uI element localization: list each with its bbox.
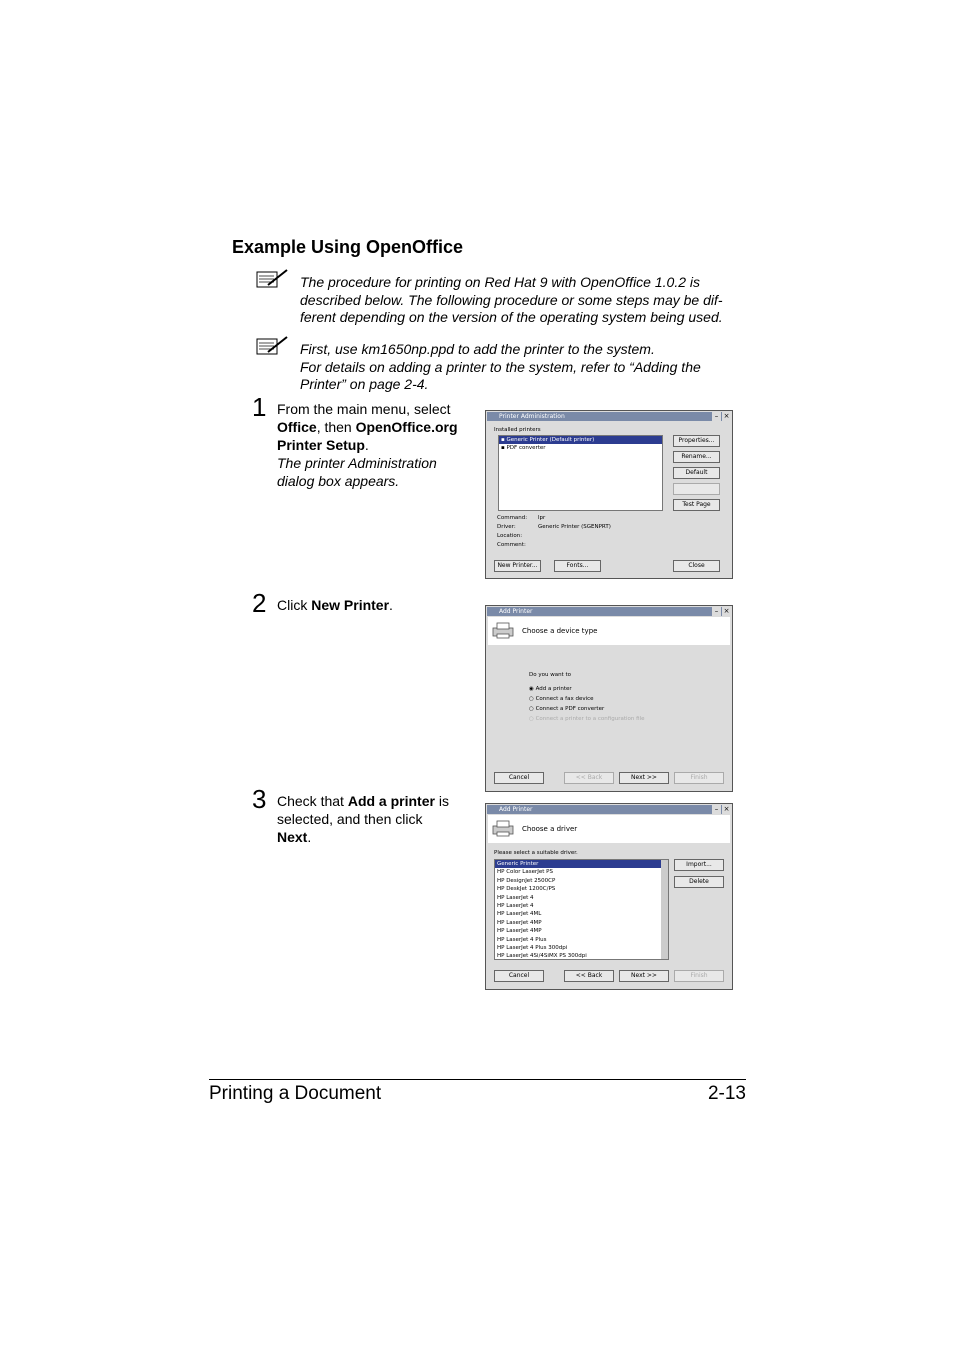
step-number: 1: [252, 392, 267, 422]
import-button[interactable]: Import...: [674, 859, 724, 871]
note-pencil-icon: [256, 335, 290, 357]
info-label: Comment:: [497, 542, 526, 548]
printers-list[interactable]: [498, 435, 663, 511]
step-bold: Add a printer: [347, 793, 435, 809]
wizard-header-title: Choose a device type: [522, 627, 598, 635]
radio-option[interactable]: ○ Connect a PDF converter: [529, 706, 605, 712]
footer-chapter: Printing a Document: [209, 1083, 382, 1104]
minimize-icon[interactable]: –: [712, 607, 721, 616]
list-item[interactable]: HP LaserJet 4Si/4SiMX PS 300dpi: [497, 953, 587, 960]
back-button[interactable]: << Back: [564, 772, 614, 784]
footer-rule: [209, 1079, 746, 1080]
step-bold: Printer Setup: [277, 437, 365, 453]
next-button[interactable]: Next >>: [619, 970, 669, 982]
add-printer-driver-dialog: [485, 803, 733, 990]
radio-option[interactable]: ○ Connect a fax device: [529, 696, 594, 702]
option-label: Connect a printer to a configuration file: [535, 716, 645, 722]
step-bold: OpenOffice.org: [355, 419, 458, 435]
cancel-button[interactable]: Cancel: [494, 772, 544, 784]
cancel-button[interactable]: Cancel: [494, 970, 544, 982]
test-page-button[interactable]: Test Page: [673, 499, 720, 511]
back-button[interactable]: << Back: [564, 970, 614, 982]
step-2-text: [277, 596, 477, 614]
close-icon[interactable]: ×: [723, 607, 730, 615]
list-item[interactable]: HP LaserJet 4 Plus 300dpi: [497, 944, 568, 951]
new-printer-button[interactable]: New Printer...: [494, 560, 541, 572]
info-value: Generic Printer (SGENPRT): [538, 524, 611, 530]
title-bar: [487, 412, 731, 421]
step-line: From the main menu, select: [277, 401, 451, 417]
step-1-text: [277, 400, 477, 490]
scrollbar[interactable]: [661, 860, 668, 959]
info-label: Location:: [497, 533, 523, 539]
close-button[interactable]: Close: [673, 560, 720, 572]
note-2: [300, 341, 750, 394]
radio-option-disabled: ○ Connect a printer to a configuration file: [529, 716, 645, 722]
title-bar: [487, 607, 731, 616]
step-bold: Office: [277, 419, 317, 435]
option-label: Connect a PDF converter: [535, 706, 605, 712]
radio-option[interactable]: ◉ Add a printer: [529, 686, 572, 692]
properties-button[interactable]: Properties...: [673, 435, 720, 447]
printer-administration-dialog: [485, 410, 733, 579]
note-line: ferent depending on the version of the operating system being used.: [300, 309, 723, 325]
list-item[interactable]: HP DeskJet 1200C/PS: [497, 886, 556, 893]
note-line: Printer” on page 2-4.: [300, 376, 429, 392]
list-item[interactable]: HP LaserJet 4 Plus: [497, 936, 547, 943]
minimize-icon[interactable]: –: [712, 805, 721, 814]
printer-name: Generic Printer (Default printer): [506, 437, 595, 443]
default-button[interactable]: Default: [673, 467, 720, 479]
printer-icon: [491, 621, 515, 639]
fonts-button[interactable]: Fonts...: [554, 560, 601, 572]
note-pencil-icon: [256, 268, 290, 290]
next-button[interactable]: Next >>: [619, 772, 669, 784]
dialog-title: Add Printer: [499, 608, 533, 615]
step-bold: New Printer: [311, 597, 390, 613]
step-result: The printer Administration: [277, 455, 437, 471]
step-number: 2: [252, 588, 267, 618]
step-text: Click: [277, 597, 312, 613]
list-item[interactable]: HP LaserJet 4: [497, 902, 534, 909]
note-line: First, use km1650np.ppd to add the printer to the system.: [300, 341, 655, 357]
list-item[interactable]: HP LaserJet 4: [497, 894, 534, 901]
step-result: dialog box appears.: [277, 473, 400, 489]
step-3-text: [277, 792, 477, 846]
info-label: Command:: [497, 515, 528, 521]
step-number: 3: [252, 784, 267, 814]
step-text: .: [364, 437, 369, 453]
delete-button[interactable]: Delete: [674, 876, 724, 888]
wizard-header: [488, 617, 730, 645]
note-line: For details on adding a printer to the system, refer to “Adding the: [300, 358, 701, 375]
list-item[interactable]: HP LaserJet 4ML: [497, 911, 542, 918]
list-item[interactable]: ▪ PDF converter: [501, 445, 546, 452]
minimize-icon[interactable]: –: [712, 412, 721, 421]
finish-button[interactable]: Finish: [674, 970, 724, 982]
section-heading: Example Using OpenOffice: [232, 237, 464, 257]
footer-page-number: 2-13: [707, 1083, 746, 1104]
step-line: selected, and then click: [277, 811, 423, 827]
info-label: Driver:: [497, 524, 516, 530]
note-line: The procedure for printing on Red Hat 9 with OpenOffice 1.0.2 is: [300, 274, 700, 290]
step-text: .: [307, 829, 312, 845]
list-item[interactable]: Generic Printer: [495, 860, 668, 868]
note-1: [300, 274, 750, 327]
wizard-header-title: Choose a driver: [522, 825, 578, 833]
list-item[interactable]: HP DesignJet 2500CP: [497, 877, 556, 884]
rename-button[interactable]: Rename...: [673, 451, 720, 463]
printer-icon: [491, 819, 515, 837]
question-label: Do you want to: [529, 672, 571, 678]
option-label: Add a printer: [535, 686, 572, 692]
dialog-title: Add Printer: [499, 806, 533, 813]
note-line: described below. The following procedure or some steps may be dif-: [300, 291, 723, 308]
list-item[interactable]: HP LaserJet 4MP: [497, 928, 542, 935]
list-item[interactable]: HP LaserJet 4MP: [497, 919, 542, 926]
step-text: is: [434, 793, 449, 809]
close-icon[interactable]: ×: [723, 805, 730, 813]
list-item[interactable]: HP Color LaserJet PS: [497, 869, 553, 876]
printer-name: PDF converter: [506, 445, 546, 452]
finish-button[interactable]: Finish: [674, 772, 724, 784]
wizard-header: [488, 815, 730, 843]
step-text: Check that: [277, 793, 348, 809]
step-text: , then: [316, 419, 356, 435]
close-icon[interactable]: ×: [723, 412, 730, 420]
dialog-title: Printer Administration: [499, 413, 565, 420]
step-bold: Next: [277, 829, 308, 845]
drivers-list[interactable]: [494, 859, 669, 960]
step-text: .: [389, 597, 393, 613]
list-item[interactable]: ▪ Generic Printer (Default printer): [499, 436, 662, 444]
installed-printers-label: Installed printers: [494, 427, 541, 433]
title-bar: [487, 805, 731, 814]
disabled-button[interactable]: [673, 483, 720, 495]
driver-prompt: Please select a suitable driver.: [494, 850, 578, 856]
option-label: Connect a fax device: [535, 696, 594, 702]
info-value: lpr: [538, 515, 546, 521]
add-printer-device-dialog: [485, 605, 733, 792]
